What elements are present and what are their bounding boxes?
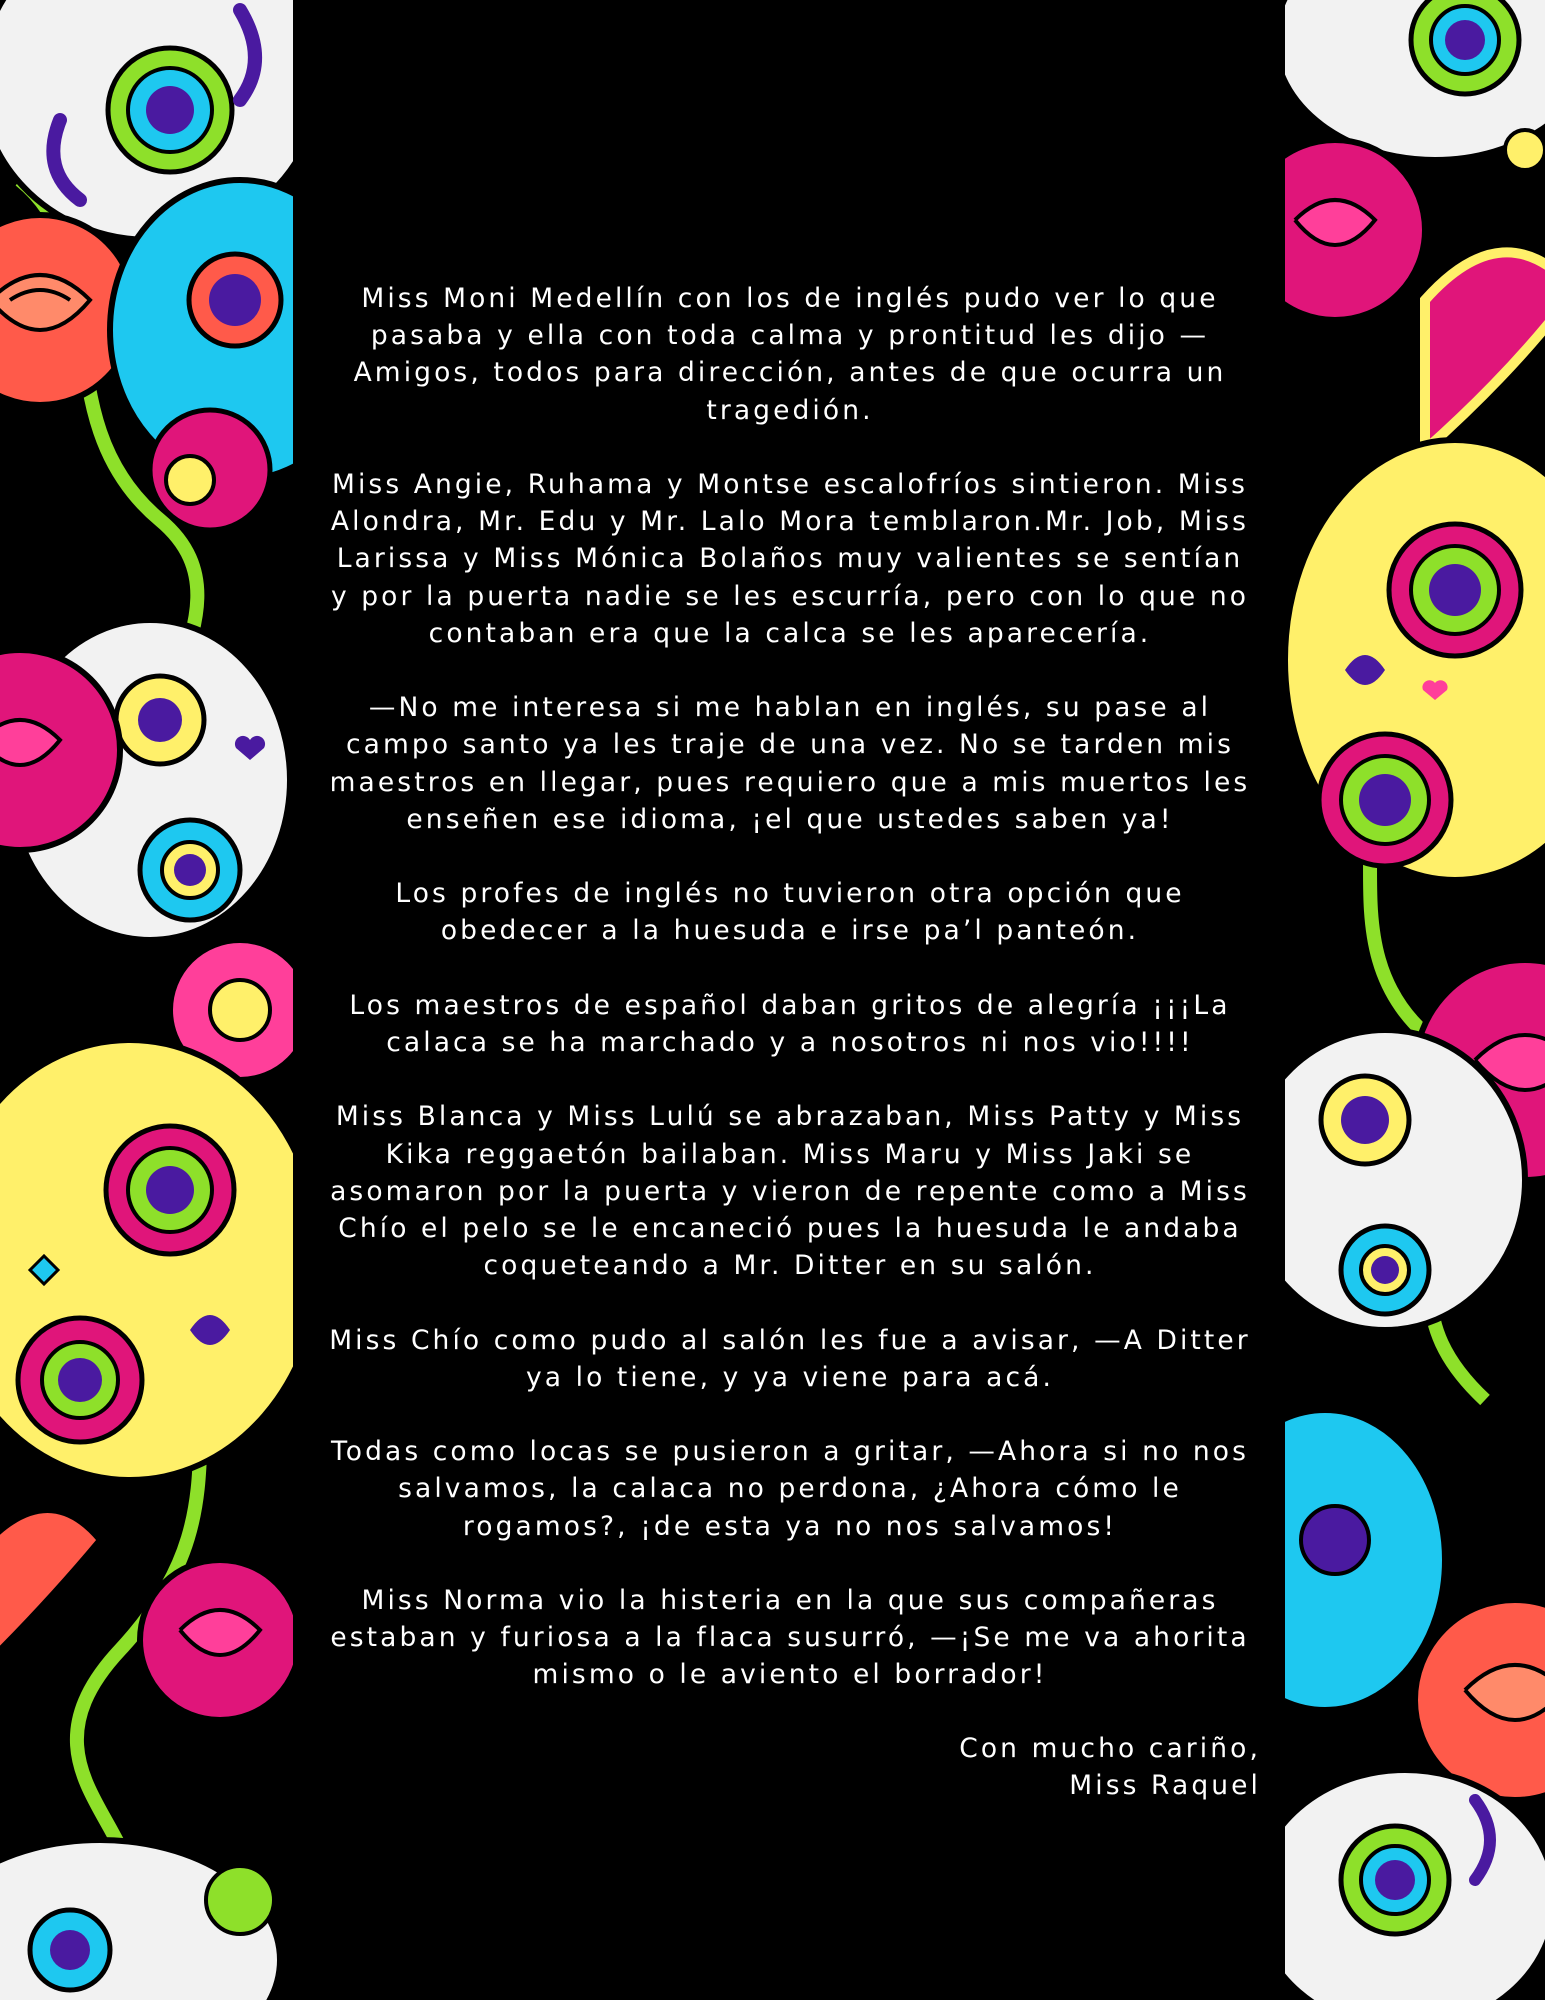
closing-line: Con mucho cariño, xyxy=(959,1733,1261,1764)
left-floral-skull-border xyxy=(0,0,293,2000)
right-floral-skull-border xyxy=(1285,0,1545,2000)
paragraph: Miss Moni Medellín con los de inglés pudo ver lo que pasaba y ella con toda calma y prontitud les dijo —Amigos, todos para dirección, antes de que ocurra un tragedión. xyxy=(353,283,1227,426)
letter-closing xyxy=(329,1730,1261,1804)
letter-panel xyxy=(293,0,1285,2000)
paragraph: Miss Norma vio la histeria en la que sus compañeras estaban y furiosa a la flaca susurró, —¡Se me va ahorita mismo o le aviento el borrador! xyxy=(330,1584,1250,1691)
letter-body xyxy=(329,280,1251,1731)
paragraph: Miss Angie, Ruhama y Montse escalofríos sintieron. Miss Alondra, Mr. Edu y Mr. Lalo Mora temblaron.Mr. Job, Miss Larissa y Miss Mónica Bolaños muy valientes se sentían y por la puerta nadie se les escurría, pero con lo que no contaban era que la calca se les aparecería. xyxy=(330,469,1250,649)
signature: Miss Raquel xyxy=(1069,1770,1261,1802)
right-border-art xyxy=(1285,0,1545,2000)
paragraph: Miss Blanca y Miss Lulú se abrazaban, Miss Patty y Miss Kika reggaetón bailaban. Miss Maru y Miss Jaki se asomaron por la puerta y vieron de repente como a Miss Chío el pelo se le encaneció pues la huesuda le andaba coqueteando a Mr. Ditter en su salón. xyxy=(330,1101,1250,1282)
paragraph: Los maestros de español daban gritos de alegría ¡¡¡La calaca se ha marchado y a nosotros ni nos vio!!!! xyxy=(349,989,1231,1058)
left-border-art xyxy=(0,0,293,2000)
rose-magenta-bottom-left xyxy=(140,1560,293,1720)
skull-white-middle-right xyxy=(1285,1030,1525,1330)
paragraph: Los profes de inglés no tuvieron otra opción que obedecer a la huesuda e irse pa’l panteón. xyxy=(395,878,1185,947)
paragraph: Miss Chío como pudo al salón les fue a avisar, —A Ditter ya lo tiene, y ya viene para acá. xyxy=(329,1324,1251,1393)
paragraph: Todas como locas se pusieron a gritar, —Ahora si no nos salvamos, la calaca no perdona, ¿Ahora cómo le rogamos?, ¡de esta ya no nos salvamos! xyxy=(330,1436,1250,1542)
skull-white-bottom-right xyxy=(1285,1770,1545,2000)
skull-yellow-left xyxy=(0,1040,293,1480)
paragraph: —No me interesa si me hablan en inglés, su pase al campo santo ya les traje de una vez. No se tarden mis maestros en llegar, pues requiero que a mis muertos les enseñen ese idioma, ¡el que ustedes saben ya! xyxy=(329,692,1251,835)
